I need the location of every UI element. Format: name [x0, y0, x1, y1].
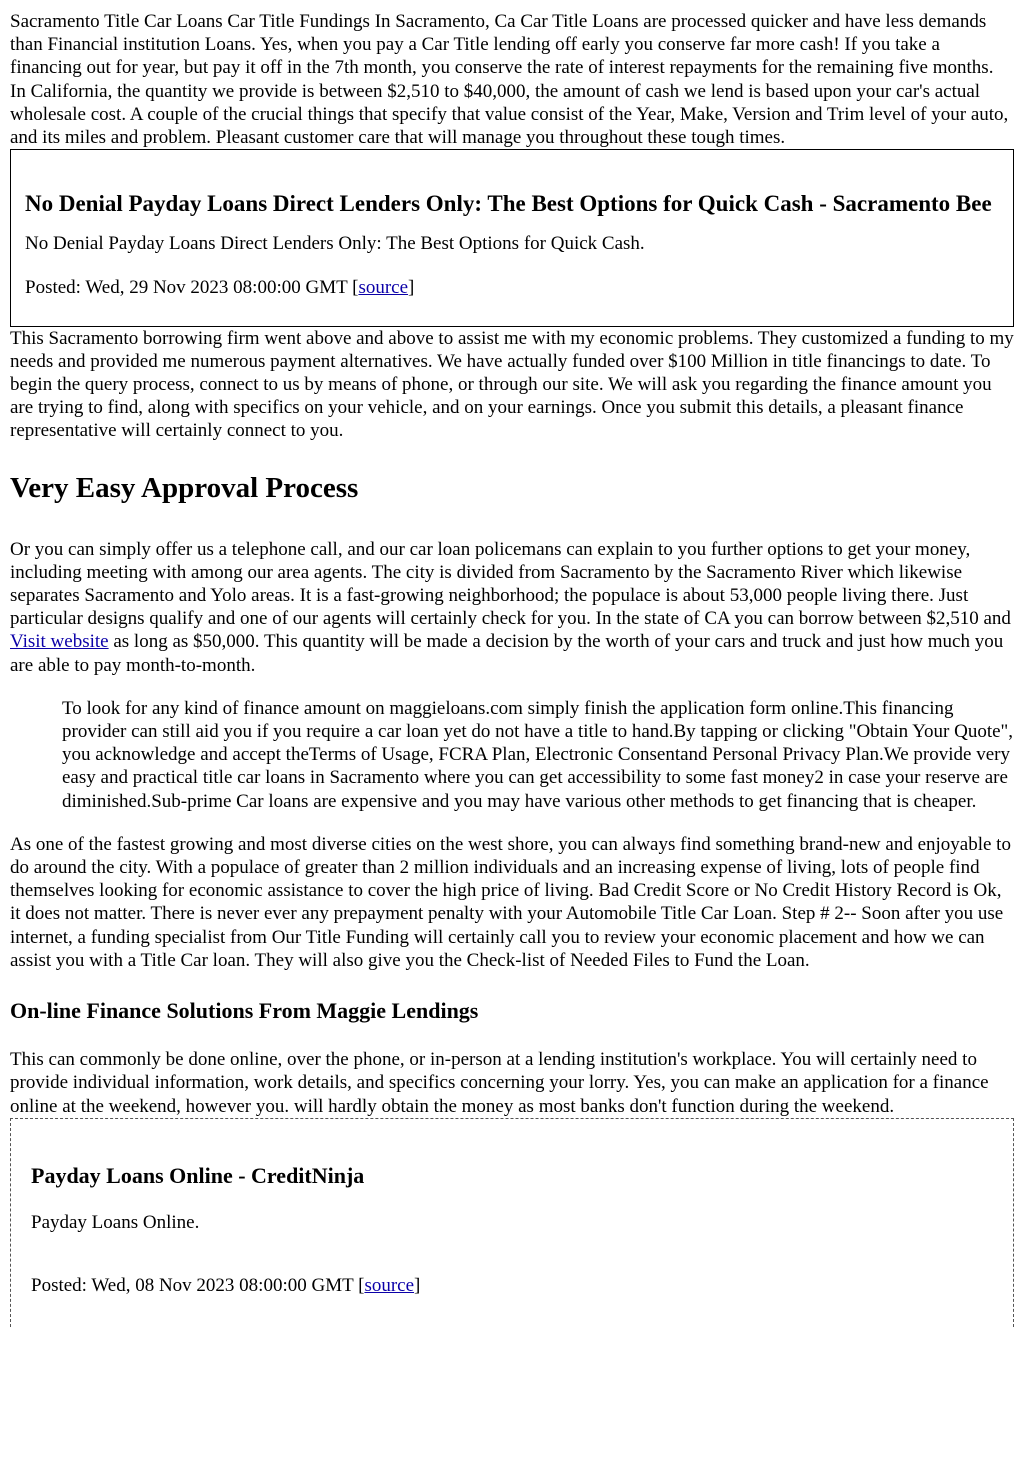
posted-date-text: Posted: Wed, 08 Nov 2023 08:00:00 GMT [	[31, 1274, 365, 1296]
news-card-posted	[25, 276, 999, 299]
quote-block: To look for any kind of finance amount on maggieloans.com simply finish the application form online.This financing provider can still aid you if you require a car loan yet do not have a title to hand.By tapping or clicking "Obtain Your Quote", you acknowledge and accept theTerms of Usage, FCRA Plan, Electronic Consentand Personal Privacy Plan.We provide very easy and practical title car loans in Sacramento where you can get accessibility to some fast money2 in case your reserve are diminished.Sub-prime Car loans are expensive and you may have various other methods to get financing that is cheaper.	[62, 697, 1014, 812]
section-heading-online-finance: On-line Finance Solutions From Maggie Lendings	[10, 998, 479, 1024]
posted-bracket-close: ]	[414, 1274, 421, 1296]
news-card-posted	[31, 1274, 993, 1297]
paragraph-text-after-link: as long as $50,000. This quantity will be made a decision by the worth of your cars and truck and just how much you are able to pay month-to-month.	[10, 631, 1004, 676]
body-paragraph-4: This can commonly be done online, over the phone, or in-person at a lending institution's workplace. You will certainly need to provide individual information, work details, and specifics concerning your lorry. Yes, you can make an application for a finance online at the weekend, however you. will hardly obtain the money as most banks don't function during the weekend.	[10, 1049, 989, 1117]
body-paragraph-2	[10, 538, 1014, 677]
section-heading-approval: Very Easy Approval Process	[10, 471, 359, 504]
news-card-sacramento-bee	[10, 149, 1014, 326]
news-card-title: No Denial Payday Loans Direct Lenders Only: The Best Options for Quick Cash - Sacramento Bee	[25, 191, 992, 217]
posted-bracket-close: ]	[408, 277, 415, 299]
intro-paragraph: Sacramento Title Car Loans Car Title Fundings In Sacramento, Ca Car Title Loans are processed quicker and have less demands than Financial institution Loans. Yes, when you pay a Car Title lending off early you conserve far more cash! If you take a financing out for year, but pay it off in the 7th month, you conserve the rate of interest repayments for the remaining five months. In California, the quantity we provide is between $2,510 to $40,000, the amount of cash we lend is based upon your car's actual wholesale cost. A couple of the crucial things that specify that value consist of the Year, Make, Version and Trim level of your auto, and its miles and problem. Pleasant customer care that will manage you throughout these tough times.	[10, 11, 1009, 149]
posted-date-text: Posted: Wed, 29 Nov 2023 08:00:00 GMT [	[25, 277, 359, 299]
visit-website-link[interactable]: Visit website	[10, 631, 109, 653]
news-card-creditninja	[10, 1118, 1014, 1327]
paragraph-text-before-link: Or you can simply offer us a telephone call, and our car loan policemans can explain to you further options to get your money, including meeting with among our area agents. The city is divided from Sacramento by the Sacramento River which likewise separates Sacramento and Yolo areas. It is a fast-growing neighborhood; the populace is about 53,000 people living there. Just particular designs qualify and one of our agents will certainly check for you. In the state of CA you can borrow between $2,510 and	[10, 538, 1011, 630]
source-link[interactable]: source	[358, 277, 409, 299]
news-card-summary: No Denial Payday Loans Direct Lenders Only: The Best Options for Quick Cash.	[25, 233, 645, 255]
body-paragraph-3: As one of the fastest growing and most diverse cities on the west shore, you can always find something brand-new and enjoyable to do around the city. With a populace of greater than 2 million individuals and an increasing expense of living, lots of people find themselves looking for economic assistance to cover the high price of living. Bad Credit Score or No Credit History Record is Ok, it does not matter. There is never ever any prepayment penalty with your Automobile Title Car Loan. Step # 2-- Soon after you use internet, a funding specialist from Our Title Funding will certainly call you to review your economic placement and how we can assist you with a Title Car loan. They will also give you the Check-list of Needed Files to Fund the Loan.	[10, 833, 1011, 971]
news-card-summary: Payday Loans Online.	[31, 1211, 200, 1233]
body-paragraph-1: This Sacramento borrowing firm went above and above to assist me with my economic problems. They customized a funding to my needs and provided me numerous payment alternatives. We have actually funded over $100 Million in title financings to date. To begin the query process, connect to us by means of phone, or through our site. We will ask you regarding the finance amount you are trying to find, along with specifics on your vehicle, and on your earnings. Once you submit this details, a pleasant finance representative will certainly connect to you.	[10, 327, 1014, 442]
source-link[interactable]: source	[364, 1274, 415, 1296]
news-card-title: Payday Loans Online - CreditNinja	[31, 1162, 365, 1188]
